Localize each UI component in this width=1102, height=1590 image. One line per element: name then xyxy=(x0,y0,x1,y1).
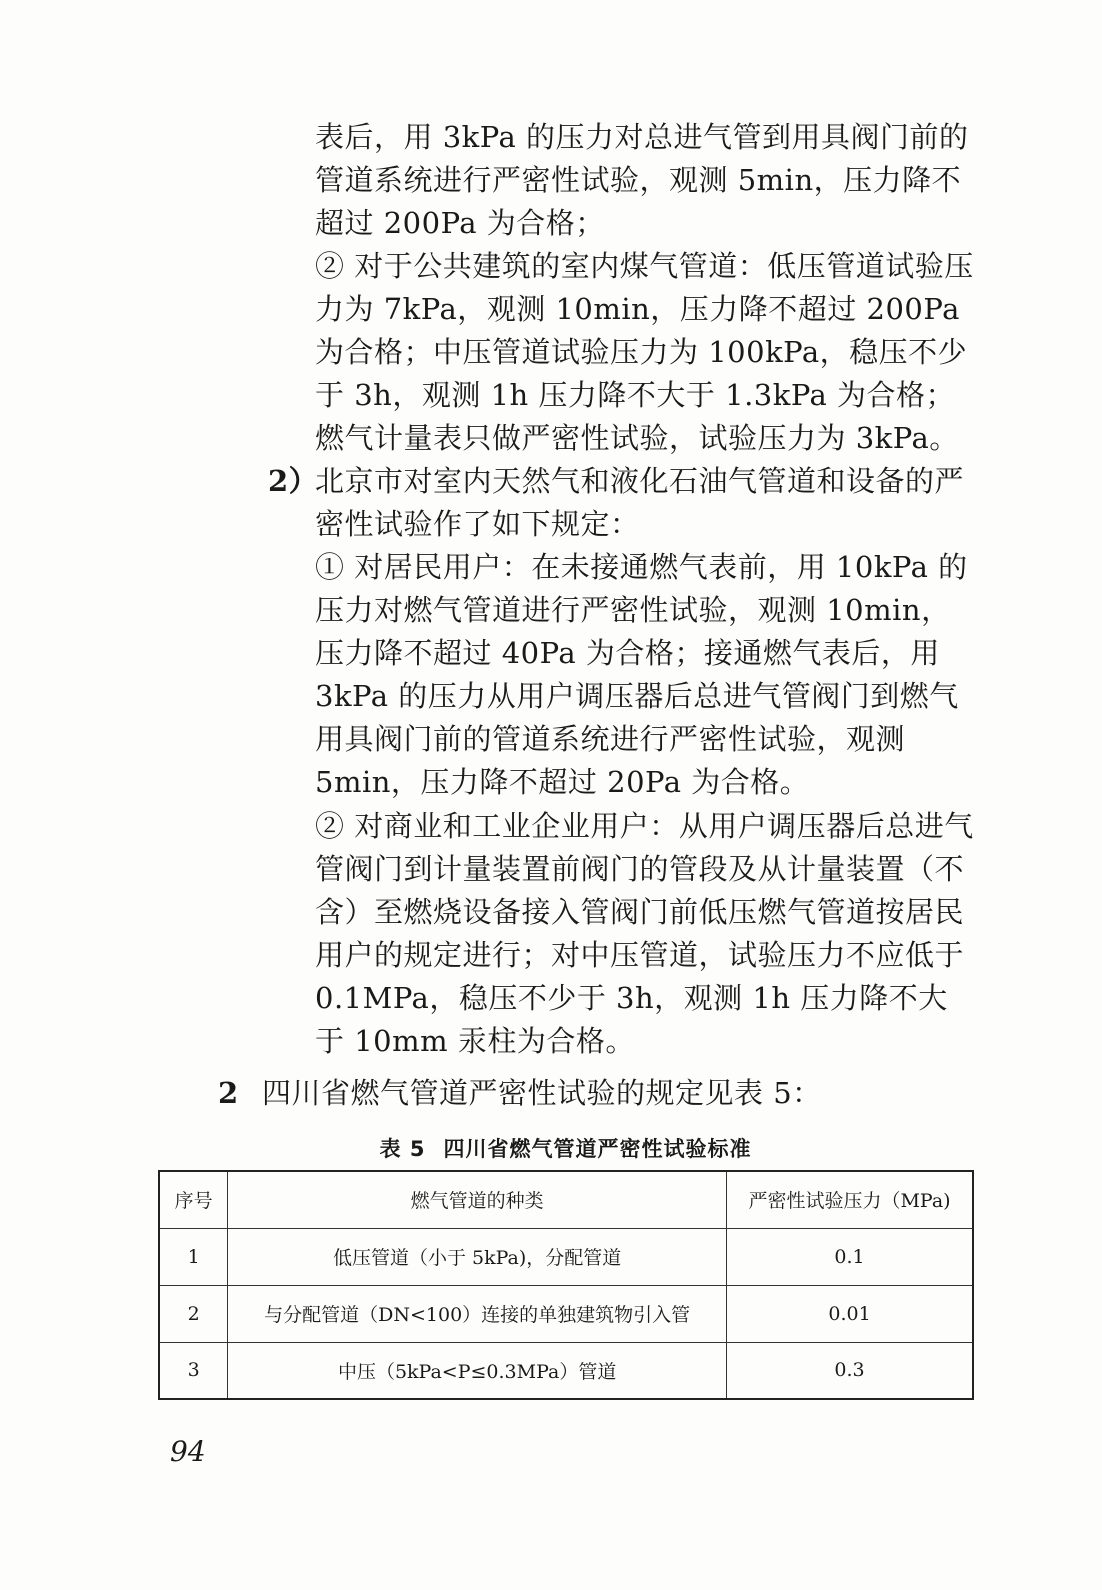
paragraph-text: ① 对居民用户：在未接通燃气表前，用 10kPa 的压力对燃气管道进行严密性试验，观测 10min，压力降不超过 40Pa 为合格；接通燃气表后，用 3kPa 的压力从用户调压器后总进气管阀门到燃气用具阀门前的管道系统进行严密性试验，观测 5min，压力降不超过 20Pa 为合格。 xyxy=(315,550,968,799)
section-text: 四川省燃气管道严密性试验的规定见表 5： xyxy=(262,1076,822,1110)
pressure-test-table xyxy=(158,1170,974,1400)
table-row xyxy=(159,1342,973,1399)
table-cell: 0.1 xyxy=(727,1228,973,1285)
table-header-row xyxy=(159,1171,973,1228)
list-number: 2） xyxy=(268,464,319,498)
table-header-cell: 严密性试验压力（MPa) xyxy=(727,1171,973,1228)
table-cell: 低压管道（小于 5kPa)，分配管道 xyxy=(228,1228,727,1285)
table-caption-title: 四川省燃气管道严密性试验标准 xyxy=(443,1137,752,1161)
page-number: 94 xyxy=(170,1435,206,1468)
table-cell: 3 xyxy=(159,1342,228,1399)
table-cell: 与分配管道（DN<100）连接的单独建筑物引入管 xyxy=(228,1285,727,1342)
paragraph-text: 表后，用 3kPa 的压力对总进气管到用具阀门前的管道系统进行严密性试验，观测 5min，压力降不超过 200Pa 为合格； xyxy=(315,120,969,240)
table-cell: 中压（5kPa<P≤0.3MPa）管道 xyxy=(228,1342,727,1399)
table-header-cell: 序号 xyxy=(159,1171,228,1228)
table-row xyxy=(159,1285,973,1342)
paragraph-text: ② 对商业和工业企业用户：从用户调压器后总进气管阀门到计量装置前阀门的管段及从计量装置（不含）至燃烧设备接入管阀门前低压燃气管道按居民用户的规定进行；对中压管道，试验压力不应低于 0.1MPa，稳压不少于 3h，观测 1h 压力降不大于 10mm 汞柱为合格。 xyxy=(315,809,974,1058)
list-item-text: 北京市对室内天然气和液化石油气管道和设备的严密性试验作了如下规定： xyxy=(315,464,965,541)
table-cell: 0.3 xyxy=(727,1342,973,1399)
table-caption-number: 表 5 xyxy=(379,1137,426,1161)
table-header-cell: 燃气管道的种类 xyxy=(228,1171,727,1228)
table-cell: 1 xyxy=(159,1228,228,1285)
table-cell: 0.01 xyxy=(727,1285,973,1342)
section-number: 2 xyxy=(218,1076,239,1110)
table-cell: 2 xyxy=(159,1285,228,1342)
paragraph-text: ② 对于公共建筑的室内煤气管道：低压管道试验压力为 7kPa，观测 10min，压力降不超过 200Pa 为合格；中压管道试验压力为 100kPa，稳压不少于 3h，观测 1h 压力降不大于 1.3kPa 为合格；燃气计量表只做严密性试验，试验压力为 3kPa。 xyxy=(315,249,974,455)
table-caption xyxy=(158,1133,973,1163)
table-row xyxy=(159,1228,973,1285)
